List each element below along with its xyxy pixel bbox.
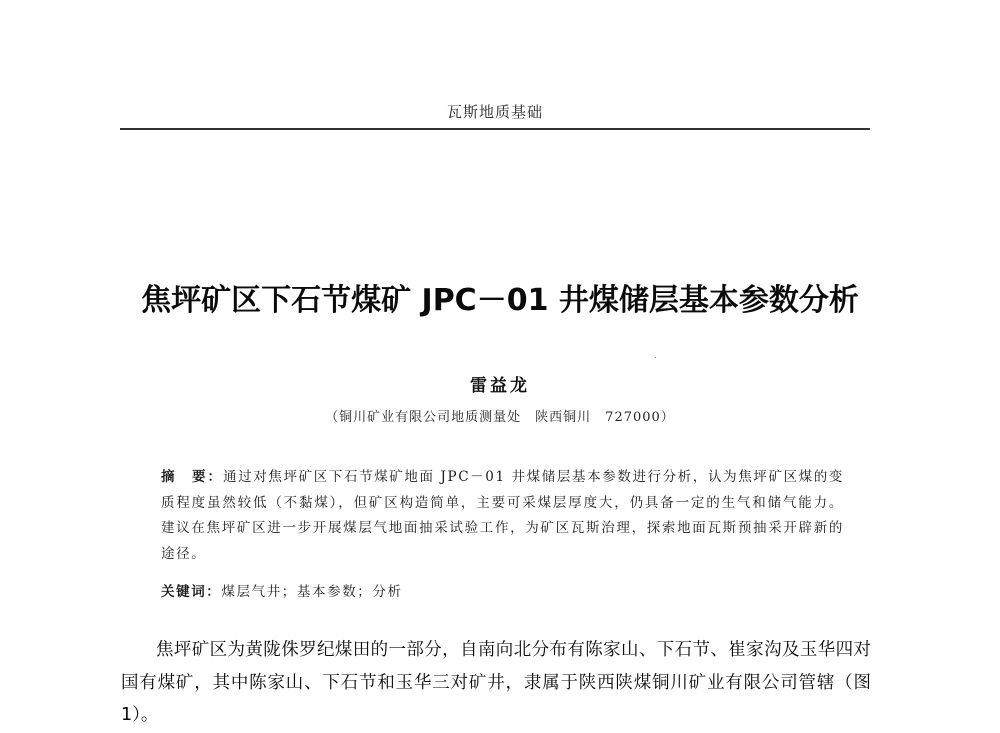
keywords-label: 关键词： (161, 584, 222, 600)
keywords-text: 煤层气井；基本参数；分析 (221, 584, 403, 600)
article-affiliation: （铜川矿业有限公司地质测量处 陕西铜川 727000） (325, 410, 675, 425)
article-title: 焦坪矿区下石节煤矿 JPC－01 井煤储层基本参数分析 (141, 283, 859, 318)
body-paragraph: 焦坪矿区为黄陇侏罗纪煤田的一部分，自南向北分布有陈家山、下石节、崔家沟及玉华四对国有煤矿，其中陈家山、下石节和玉华三对矿井，隶属于陕西陕煤铜川矿业有限公司管辖（图 1）。 (121, 640, 871, 725)
keywords (161, 580, 844, 604)
abstract (161, 465, 844, 567)
abstract-label: 摘 要： (161, 469, 224, 485)
header-rule (120, 128, 870, 130)
scan-speck (655, 357, 656, 358)
article-author: 雷益龙 (470, 376, 530, 396)
running-header: 瓦斯地质基础 (446, 103, 543, 121)
abstract-text: 通过对焦坪矿区下石节煤矿地面 JPC－01 井煤储层基本参数进行分析，认为焦坪矿区煤的变质程度虽然较低（不黏煤），但矿区构造简单，主要可采煤层厚度大，仍具备一定的生气和储气能力。建议在焦坪矿区进一步开展煤层气地面抽采试验工作，为矿区瓦斯治理，探索地面瓦斯预抽采开辟新的途径。 (161, 469, 845, 562)
